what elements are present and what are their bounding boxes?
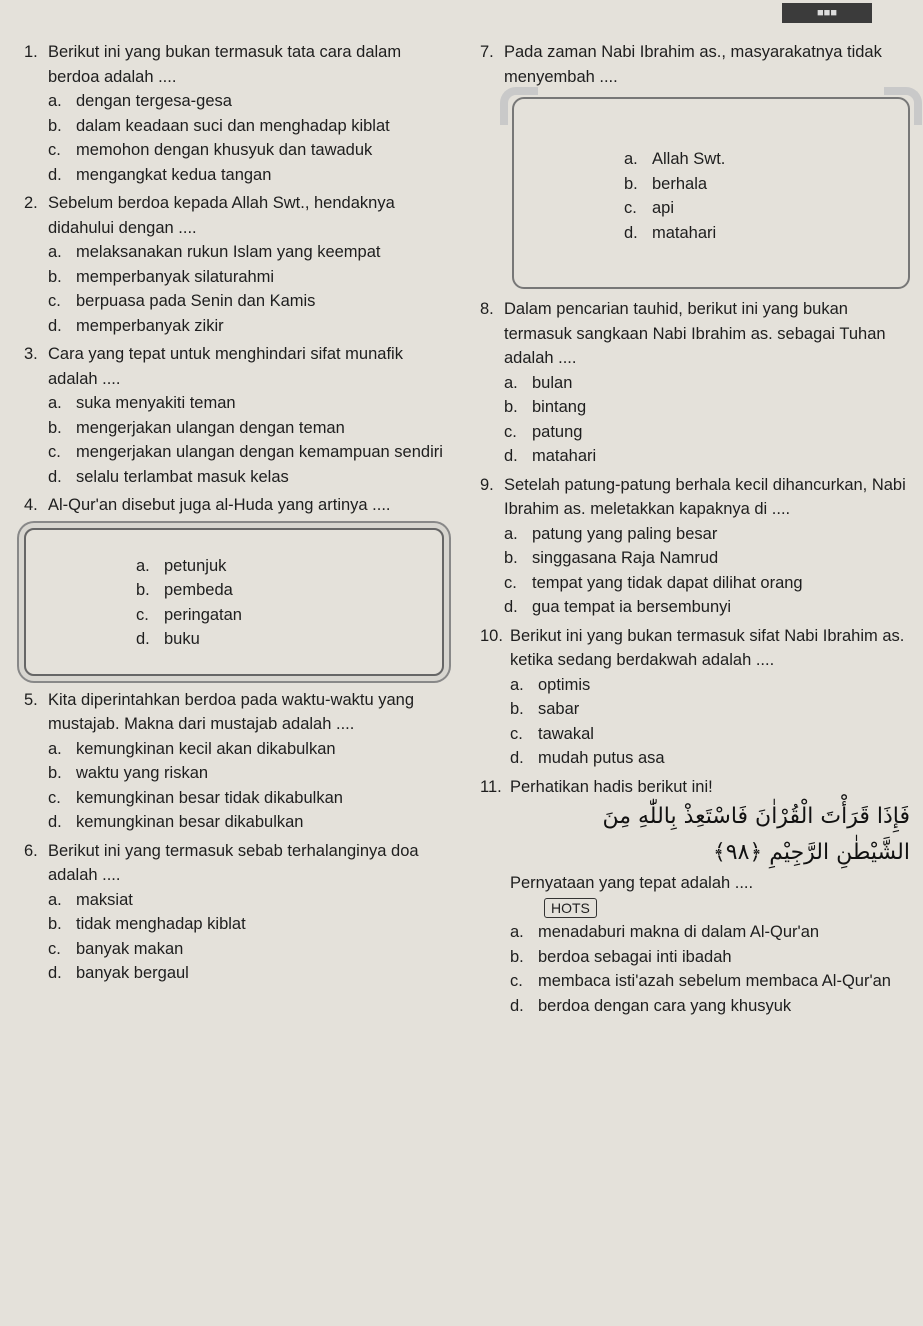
option-a[interactable]: a. suka menyakiti teman [48, 394, 236, 412]
option-c[interactable]: c. membaca isti'azah sebelum membaca Al-Qur'an [510, 972, 891, 990]
option-c[interactable]: c. tawakal [510, 724, 594, 743]
option-d[interactable]: d. gua tempat ia bersembunyi [504, 598, 732, 616]
option-a[interactable]: a. bulan [504, 373, 573, 392]
question-6 [24, 839, 444, 986]
hadith-arabic-line-2: الشَّيْطٰنِ الرَّجِيْمِ ﴿٩٨﴾ [712, 840, 910, 865]
corner-logo: ■■■ [782, 3, 872, 23]
option-d[interactable]: d. banyak bergaul [48, 964, 189, 982]
question-10 [480, 624, 910, 771]
option-b[interactable]: b. pembeda [136, 581, 233, 599]
left-column [24, 40, 444, 986]
question-number: 3. [24, 345, 38, 363]
option-b[interactable]: b. singgasana Raja Namrud [504, 549, 719, 567]
option-c[interactable]: c. peringatan [136, 605, 242, 624]
option-c[interactable]: c. memohon dengan khusyuk dan tawaduk [48, 141, 373, 159]
question-text: Berikut ini yang termasuk sebab terhalanginya doa adalah .... [48, 841, 419, 884]
option-d[interactable]: d. memperbanyak zikir [48, 316, 224, 335]
option-c[interactable]: c. patung [504, 422, 583, 441]
option-d[interactable]: d. mengangkat kedua tangan [48, 165, 272, 184]
option-a[interactable]: a. maksiat [48, 890, 133, 909]
option-d[interactable]: d. berdoa dengan cara yang khusyuk [510, 996, 792, 1015]
option-a[interactable]: a. petunjuk [136, 556, 227, 575]
question-number: 2. [24, 194, 38, 212]
option-d[interactable]: d. buku [136, 630, 200, 648]
option-b[interactable]: b. berdoa sebagai inti ibadah [510, 947, 732, 966]
question-text: Setelah patung-patung berhala kecil dihancurkan, Nabi Ibrahim as. meletakkan kapaknya di .... [504, 475, 906, 518]
option-c[interactable]: c. banyak makan [48, 939, 184, 958]
question-text: Kita diperintahkan berdoa pada waktu-waktu yang mustajab. Makna dari mustajab adalah .... [48, 690, 414, 733]
option-c[interactable]: c. api [624, 199, 675, 217]
option-a[interactable]: a. optimis [510, 675, 591, 694]
question-1 [24, 40, 444, 187]
question-number: 4. [24, 496, 38, 514]
option-b[interactable]: b. waktu yang riskan [48, 764, 209, 782]
option-c[interactable]: c. mengerjakan ulangan dengan kemampuan sendiri [48, 443, 443, 461]
question-2 [24, 191, 444, 338]
option-a[interactable]: a. dengan tergesa-gesa [48, 92, 232, 110]
option-d[interactable]: d. kemungkinan besar dikabulkan [48, 813, 304, 831]
question-number: 11. [480, 777, 502, 796]
option-b[interactable]: b. sabar [510, 700, 580, 718]
question-3 [24, 342, 444, 489]
option-b[interactable]: b. memperbanyak silaturahmi [48, 267, 275, 286]
question-text: Berikut ini yang bukan termasuk sifat Nabi Ibrahim as. ketika sedang berdakwah adalah .... [510, 626, 905, 669]
option-a[interactable]: a. menadaburi makna di dalam Al-Qur'an [510, 923, 820, 941]
question-4 [24, 493, 444, 676]
option-d[interactable]: d. selalu terlambat masuk kelas [48, 467, 289, 486]
question-number: 1. [24, 43, 38, 61]
question-text: Dalam pencarian tauhid, berikut ini yang bukan termasuk sangkaan Nabi Ibrahim as. sebagai Tuhan adalah .... [504, 300, 886, 367]
question-number: 5. [24, 690, 38, 709]
question-number: 6. [24, 841, 38, 860]
option-b[interactable]: b. dalam keadaan suci dan menghadap kiblat [48, 116, 390, 135]
option-a[interactable]: a. patung yang paling besar [504, 524, 718, 543]
hadith-arabic-line-1: فَإِذَا قَرَأْتَ الْقُرْاٰنَ فَاسْتَعِذْ بِاللّٰهِ مِنَ [602, 804, 910, 829]
options-frame [24, 528, 444, 676]
option-a[interactable]: a. kemungkinan kecil akan dikabulkan [48, 739, 336, 758]
question-text: Al-Qur'an disebut juga al-Huda yang artinya .... [48, 496, 391, 514]
option-c[interactable]: c. tempat yang tidak dapat dilihat orang [504, 573, 803, 592]
option-b[interactable]: b. mengerjakan ulangan dengan teman [48, 418, 345, 437]
option-b[interactable]: b. bintang [504, 398, 587, 416]
question-text: Pada zaman Nabi Ibrahim as., masyarakatnya tidak menyembah .... [504, 43, 882, 86]
option-b[interactable]: b. berhala [624, 174, 708, 193]
question-text: Cara yang tepat untuk menghindari sifat munafik adalah .... [48, 345, 403, 388]
right-column [480, 40, 910, 1018]
option-a[interactable]: a. Allah Swt. [624, 150, 726, 168]
option-d[interactable]: d. mudah putus asa [510, 749, 665, 767]
statement-prompt: Pernyataan yang tepat adalah .... [510, 874, 754, 892]
options-frame [512, 97, 910, 289]
question-number: 7. [480, 43, 494, 61]
question-11 [480, 775, 910, 1019]
question-9 [480, 473, 910, 620]
option-d[interactable]: d. matahari [624, 223, 717, 242]
option-a[interactable]: a. melaksanakan rukun Islam yang keempat [48, 243, 381, 261]
option-c[interactable]: c. berpuasa pada Senin dan Kamis [48, 292, 316, 310]
option-d[interactable]: d. matahari [504, 447, 597, 465]
question-number: 10. [480, 626, 503, 645]
question-text: Perhatikan hadis berikut ini! [510, 777, 713, 796]
question-text: Sebelum berdoa kepada Allah Swt., hendaknya didahului dengan .... [48, 194, 395, 237]
question-5 [24, 688, 444, 835]
question-8 [480, 297, 910, 469]
question-number: 9. [480, 475, 494, 494]
option-c[interactable]: c. kemungkinan besar tidak dikabulkan [48, 788, 343, 807]
question-number: 8. [480, 300, 494, 318]
question-7 [480, 40, 910, 289]
option-b[interactable]: b. tidak menghadap kiblat [48, 915, 246, 933]
hots-badge: HOTS [544, 898, 597, 918]
question-text: Berikut ini yang bukan termasuk tata cara dalam berdoa adalah .... [48, 43, 402, 86]
